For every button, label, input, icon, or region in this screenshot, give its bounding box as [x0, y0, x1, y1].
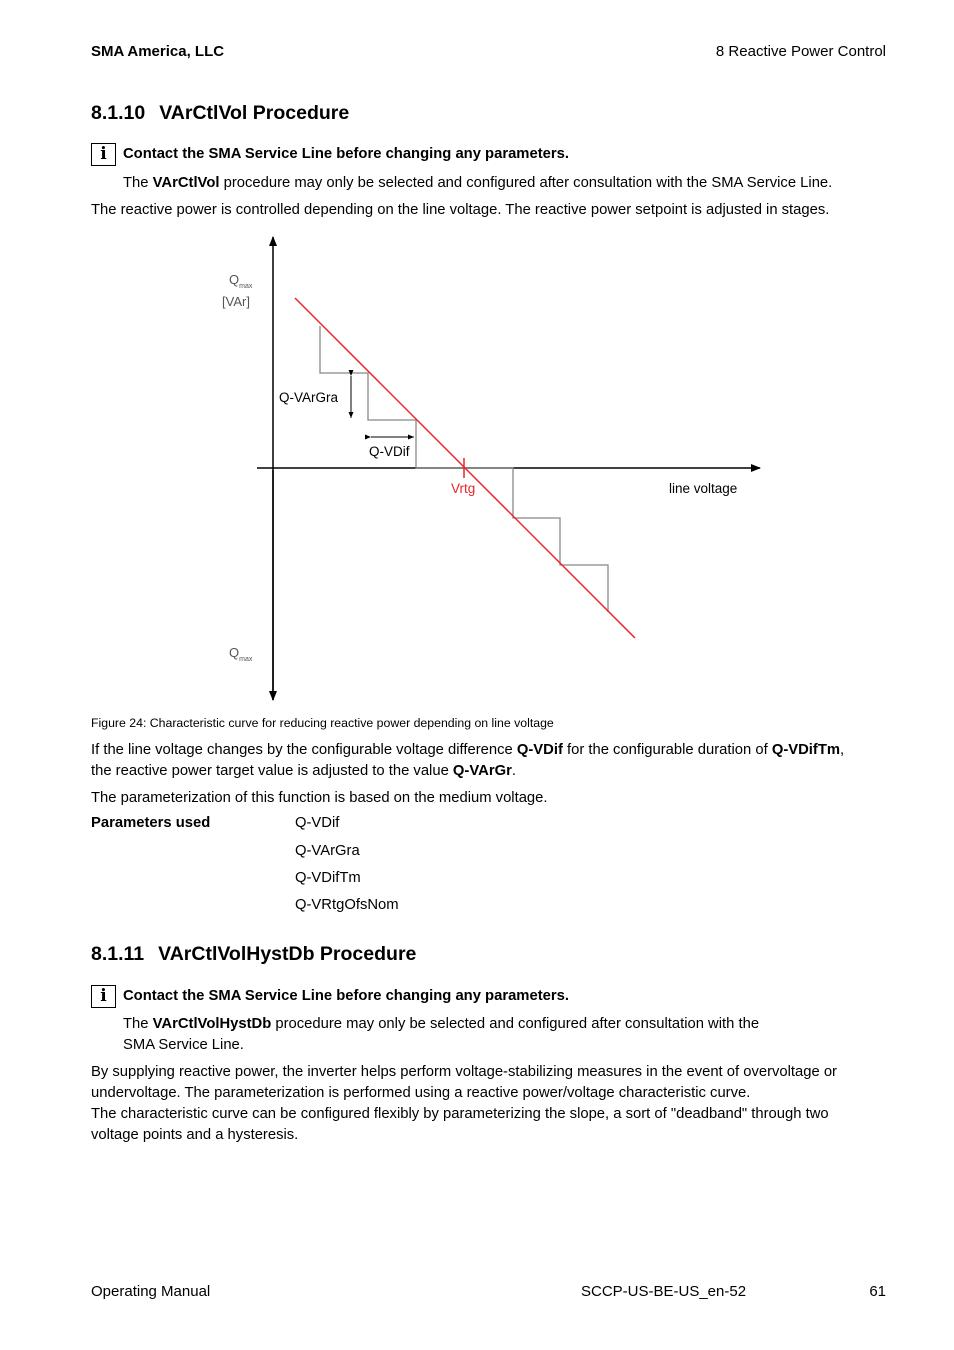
section-title: VArCtlVol Procedure	[159, 102, 350, 124]
section-number: 8.1.11	[91, 943, 145, 965]
section-title: VArCtlVolHystDb Procedure	[158, 943, 417, 965]
footer-manual: Operating Manual	[91, 1283, 211, 1300]
header-chapter: 8 Reactive Power Control	[715, 43, 886, 60]
section-heading-varctlvolhystdb	[91, 943, 416, 966]
parameter-item: Q-VDifTm	[295, 870, 361, 886]
footer-document-id: SCCP-US-BE-US_en-52	[581, 1283, 747, 1300]
line-voltage-label: line voltage	[669, 481, 738, 496]
notice-text: The VArCtlVol procedure may only be selected and configured after consultation with the SMA Service Line.	[123, 175, 833, 191]
notice-title: Contact the SMA Service Line before changing any parameters.	[123, 988, 569, 1004]
parameters-label: Parameters used	[91, 815, 211, 831]
figure-caption: Figure 24: Characteristic curve for reducing reactive power depending on line voltage	[91, 716, 554, 730]
notice-title: Contact the SMA Service Line before changing any parameters.	[123, 146, 569, 162]
parameter-item: Q-VArGra	[295, 843, 360, 859]
page-number: 61	[869, 1283, 886, 1300]
info-icon: i	[91, 985, 116, 1008]
y-bottom-label: $Q_{max}$	[229, 645, 253, 663]
intro-paragraph: The reactive power is controlled depending on the line voltage. The reactive power setpoint is adjusted in stages.	[91, 202, 830, 218]
notice-text: The VArCtlVolHystDb procedure may only be selected and configured after consultation with the SMA Service Line.	[123, 1016, 760, 1053]
y-top-unit: [VAr]	[222, 294, 250, 309]
header-company: SMA America, LLC	[91, 43, 225, 60]
parameter-item: Q-VDif	[295, 815, 340, 831]
y-top-label: $Q_{max}$	[229, 272, 253, 290]
hyst-paragraph-1: By supplying reactive power, the inverter helps perform voltage-stabilizing measures in the event of overvoltage or undervoltage. The parameterization is performed using a reactive power/voltage characteristic curve. The characteristic curve can be configured flexibly by parameterizing the slope, a sort of "deadband" through two voltage points and a hysteresis.	[91, 1064, 837, 1143]
info-icon: i	[91, 143, 116, 166]
vrtg-label: Vrtg	[451, 481, 476, 496]
body-paragraph-1: If the line voltage changes by the configurable voltage difference Q-VDif for the configurable duration of Q-VDifTm, the reactive power target value is adjusted to the value Q-VArGr.	[91, 742, 845, 779]
body-paragraph-2: The parameterization of this function is based on the medium voltage.	[91, 790, 548, 806]
q-vargra-label: Q-VArGra	[279, 390, 339, 405]
q-vdif-label: Q-VDif	[369, 444, 410, 459]
parameter-item: Q-VRtgOfsNom	[295, 897, 399, 913]
section-number: 8.1.10	[91, 102, 146, 124]
